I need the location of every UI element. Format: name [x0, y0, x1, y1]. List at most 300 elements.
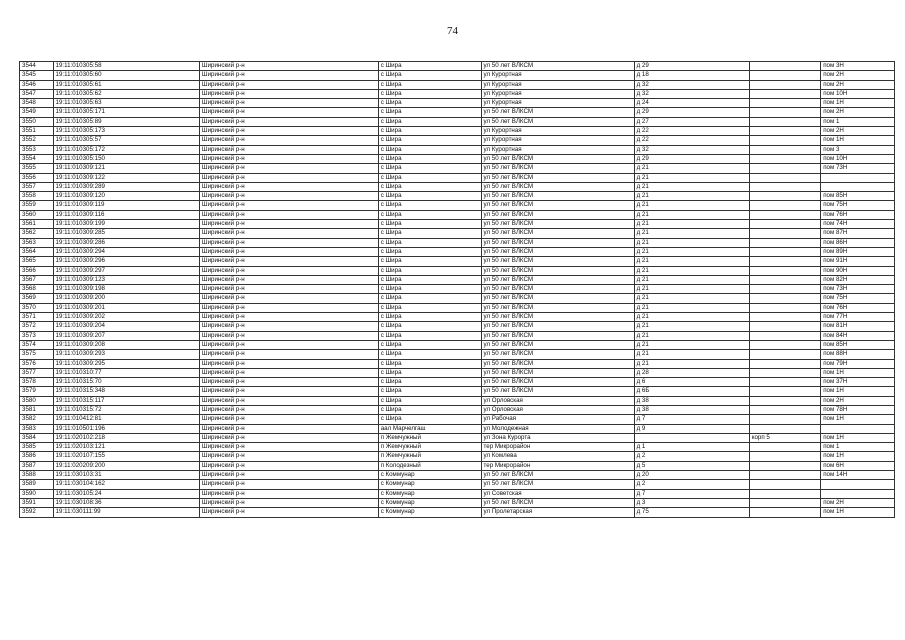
table-row [20, 71, 895, 80]
premises-cell: пом 2Н [821, 108, 895, 117]
table-row [20, 433, 895, 442]
building-block-cell [749, 303, 821, 312]
street-cell: ул 50 лет ВЛКСМ [481, 340, 634, 349]
cadastral-number-cell: 19:11:010315:348 [53, 387, 199, 396]
building-block-cell [749, 378, 821, 387]
street-cell: ул 50 лет ВЛКСМ [481, 62, 634, 71]
cadastral-number-cell: 19:11:020107:155 [53, 452, 199, 461]
table-row [20, 489, 895, 498]
row-number-cell: 3546 [20, 80, 54, 89]
building-cell: д 6Б [634, 387, 749, 396]
building-block-cell [749, 220, 821, 229]
premises-cell: пом 1 [821, 117, 895, 126]
row-number-cell: 3582 [20, 415, 54, 424]
row-number-cell: 3589 [20, 480, 54, 489]
building-block-cell [749, 182, 821, 191]
cadastral-number-cell: 19:11:010309:202 [53, 313, 199, 322]
row-number-cell: 3547 [20, 89, 54, 98]
building-block-cell [749, 229, 821, 238]
street-cell: ул Курортная [481, 71, 634, 80]
table-row [20, 471, 895, 480]
row-number-cell: 3586 [20, 452, 54, 461]
street-cell: ул 50 лет ВЛКСМ [481, 350, 634, 359]
building-cell: д 20 [634, 471, 749, 480]
building-block-cell [749, 396, 821, 405]
cadastral-number-cell: 19:11:010309:121 [53, 164, 199, 173]
table-row [20, 80, 895, 89]
district-cell: Ширинский р-н [199, 471, 378, 480]
premises-cell: пом 85Н [821, 192, 895, 201]
settlement-cell: с Коммунар [378, 508, 481, 517]
street-cell: ул 50 лет ВЛКСМ [481, 498, 634, 507]
district-cell: Ширинский р-н [199, 99, 378, 108]
building-block-cell: корп 5 [749, 433, 821, 442]
district-cell: Ширинский р-н [199, 498, 378, 507]
building-cell: д 21 [634, 285, 749, 294]
settlement-cell: с Шира [378, 127, 481, 136]
table-row [20, 294, 895, 303]
settlement-cell: с Шира [378, 80, 481, 89]
row-number-cell: 3555 [20, 164, 54, 173]
row-number-cell: 3568 [20, 285, 54, 294]
premises-cell: пом 1Н [821, 136, 895, 145]
premises-cell: пом 91Н [821, 257, 895, 266]
settlement-cell: с Шира [378, 405, 481, 414]
district-cell: Ширинский р-н [199, 117, 378, 126]
premises-cell: пом 81Н [821, 322, 895, 331]
district-cell: Ширинский р-н [199, 331, 378, 340]
building-cell: д 21 [634, 359, 749, 368]
settlement-cell: с Шира [378, 340, 481, 349]
cadastral-number-cell: 19:11:010309:201 [53, 303, 199, 312]
district-cell: Ширинский р-н [199, 443, 378, 452]
row-number-cell: 3566 [20, 266, 54, 275]
premises-cell: пом 85Н [821, 340, 895, 349]
street-cell: ул 50 лет ВЛКСМ [481, 294, 634, 303]
building-cell: д 29 [634, 108, 749, 117]
row-number-cell: 3558 [20, 192, 54, 201]
premises-cell: пом 6Н [821, 461, 895, 470]
table-row [20, 154, 895, 163]
district-cell: Ширинский р-н [199, 508, 378, 517]
building-block-cell [749, 117, 821, 126]
settlement-cell: с Коммунар [378, 480, 481, 489]
table-row [20, 480, 895, 489]
district-cell: Ширинский р-н [199, 368, 378, 377]
building-cell: д 21 [634, 275, 749, 284]
building-cell: д 7 [634, 489, 749, 498]
building-cell: д 21 [634, 229, 749, 238]
building-block-cell [749, 238, 821, 247]
premises-cell: пом 1Н [821, 387, 895, 396]
street-cell: ул Курортная [481, 136, 634, 145]
cadastral-number-cell: 19:11:010315:70 [53, 378, 199, 387]
district-cell: Ширинский р-н [199, 127, 378, 136]
premises-cell: пом 1Н [821, 452, 895, 461]
premises-cell: пом 84Н [821, 331, 895, 340]
street-cell: ул Курортная [481, 99, 634, 108]
premises-cell: пом 86Н [821, 238, 895, 247]
building-block-cell [749, 443, 821, 452]
building-cell: д 21 [634, 210, 749, 219]
settlement-cell: с Шира [378, 210, 481, 219]
row-number-cell: 3554 [20, 154, 54, 163]
cadastral-number-cell: 19:11:010305:57 [53, 136, 199, 145]
building-cell: д 21 [634, 220, 749, 229]
row-number-cell: 3571 [20, 313, 54, 322]
building-block-cell [749, 247, 821, 256]
district-cell: Ширинский р-н [199, 378, 378, 387]
building-block-cell [749, 350, 821, 359]
street-cell: ул 50 лет ВЛКСМ [481, 368, 634, 377]
building-block-cell [749, 80, 821, 89]
table-row [20, 387, 895, 396]
street-cell: ул 50 лет ВЛКСМ [481, 471, 634, 480]
district-cell: Ширинский р-н [199, 210, 378, 219]
street-cell: ул 50 лет ВЛКСМ [481, 238, 634, 247]
settlement-cell: с Шира [378, 247, 481, 256]
settlement-cell: с Шира [378, 99, 481, 108]
district-cell: Ширинский р-н [199, 303, 378, 312]
building-cell: д 21 [634, 164, 749, 173]
street-cell: ул 50 лет ВЛКСМ [481, 164, 634, 173]
building-cell: д 7 [634, 415, 749, 424]
settlement-cell: с Шира [378, 322, 481, 331]
building-block-cell [749, 498, 821, 507]
district-cell: Ширинский р-н [199, 192, 378, 201]
district-cell: Ширинский р-н [199, 145, 378, 154]
street-cell: ул Орловская [481, 396, 634, 405]
cadastral-number-cell: 19:11:010309:200 [53, 294, 199, 303]
premises-cell: пом 1 [821, 443, 895, 452]
row-number-cell: 3557 [20, 182, 54, 191]
building-cell: д 32 [634, 80, 749, 89]
building-block-cell [749, 285, 821, 294]
premises-cell: пом 88Н [821, 350, 895, 359]
street-cell: ул Курортная [481, 127, 634, 136]
row-number-cell: 3570 [20, 303, 54, 312]
table-row [20, 247, 895, 256]
table-row [20, 266, 895, 275]
settlement-cell: с Шира [378, 359, 481, 368]
cadastral-number-cell: 19:11:010305:173 [53, 127, 199, 136]
street-cell: ул 50 лет ВЛКСМ [481, 378, 634, 387]
building-block-cell [749, 508, 821, 517]
district-cell: Ширинский р-н [199, 266, 378, 275]
building-block-cell [749, 313, 821, 322]
street-cell: ул 50 лет ВЛКСМ [481, 331, 634, 340]
district-cell: Ширинский р-н [199, 285, 378, 294]
cadastral-number-cell: 19:11:010309:296 [53, 257, 199, 266]
premises-cell: пом 1Н [821, 368, 895, 377]
building-cell: д 32 [634, 89, 749, 98]
row-number-cell: 3572 [20, 322, 54, 331]
street-cell: ул 50 лет ВЛКСМ [481, 480, 634, 489]
settlement-cell: с Шира [378, 350, 481, 359]
building-block-cell [749, 154, 821, 163]
building-cell: д 21 [634, 201, 749, 210]
building-block-cell [749, 99, 821, 108]
street-cell: ул 50 лет ВЛКСМ [481, 210, 634, 219]
building-block-cell [749, 340, 821, 349]
building-cell: д 29 [634, 62, 749, 71]
cadastral-number-cell: 19:11:030103:31 [53, 471, 199, 480]
premises-cell: пом 87Н [821, 229, 895, 238]
table-row [20, 136, 895, 145]
row-number-cell: 3584 [20, 433, 54, 442]
street-cell: ул 50 лет ВЛКСМ [481, 303, 634, 312]
settlement-cell: с Шира [378, 257, 481, 266]
district-cell: Ширинский р-н [199, 136, 378, 145]
row-number-cell: 3592 [20, 508, 54, 517]
settlement-cell: с Шира [378, 387, 481, 396]
settlement-cell: с Шира [378, 303, 481, 312]
cadastral-number-cell: 19:11:010309:116 [53, 210, 199, 219]
table-row [20, 275, 895, 284]
district-cell: Ширинский р-н [199, 154, 378, 163]
cadastral-number-cell: 19:11:010310:77 [53, 368, 199, 377]
table-row [20, 378, 895, 387]
street-cell: ул Молодежная [481, 424, 634, 433]
district-cell: Ширинский р-н [199, 405, 378, 414]
premises-cell: пом 76Н [821, 303, 895, 312]
building-cell [634, 433, 749, 442]
street-cell: ул Рабочая [481, 415, 634, 424]
cadastral-number-cell: 19:11:010501:196 [53, 424, 199, 433]
cadastral-number-cell: 19:11:010309:120 [53, 192, 199, 201]
building-cell: д 5 [634, 461, 749, 470]
table-row [20, 443, 895, 452]
row-number-cell: 3575 [20, 350, 54, 359]
table-row [20, 257, 895, 266]
street-cell: ул 50 лет ВЛКСМ [481, 229, 634, 238]
settlement-cell: с Шира [378, 378, 481, 387]
premises-cell: пом 2Н [821, 396, 895, 405]
street-cell: ул Орловская [481, 405, 634, 414]
table-row [20, 322, 895, 331]
district-cell: Ширинский р-н [199, 220, 378, 229]
building-block-cell [749, 210, 821, 219]
cadastral-number-cell: 19:11:010305:171 [53, 108, 199, 117]
building-cell: д 32 [634, 145, 749, 154]
table-row [20, 368, 895, 377]
district-cell: Ширинский р-н [199, 396, 378, 405]
settlement-cell: аал Марчелгаш [378, 424, 481, 433]
cadastral-number-cell: 19:11:010309:199 [53, 220, 199, 229]
premises-cell: пом 3 [821, 145, 895, 154]
premises-cell: пом 77Н [821, 313, 895, 322]
settlement-cell: с Шира [378, 201, 481, 210]
table-row [20, 415, 895, 424]
building-block-cell [749, 452, 821, 461]
row-number-cell: 3548 [20, 99, 54, 108]
premises-cell: пом 2Н [821, 80, 895, 89]
cadastral-number-cell: 19:11:030104:162 [53, 480, 199, 489]
street-cell: ул 50 лет ВЛКСМ [481, 201, 634, 210]
building-block-cell [749, 359, 821, 368]
cadastral-number-cell: 19:11:030111:99 [53, 508, 199, 517]
building-cell: д 21 [634, 303, 749, 312]
table-row [20, 340, 895, 349]
district-cell: Ширинский р-н [199, 89, 378, 98]
district-cell: Ширинский р-н [199, 340, 378, 349]
row-number-cell: 3561 [20, 220, 54, 229]
street-cell: ул 50 лет ВЛКСМ [481, 173, 634, 182]
settlement-cell: с Коммунар [378, 498, 481, 507]
district-cell: Ширинский р-н [199, 238, 378, 247]
table-row [20, 350, 895, 359]
district-cell: Ширинский р-н [199, 387, 378, 396]
settlement-cell: с Коммунар [378, 471, 481, 480]
settlement-cell: с Шира [378, 192, 481, 201]
table-row [20, 192, 895, 201]
building-cell: д 21 [634, 313, 749, 322]
settlement-cell: с Шира [378, 182, 481, 191]
row-number-cell: 3550 [20, 117, 54, 126]
premises-cell: пом 3Н [821, 62, 895, 71]
building-cell: д 18 [634, 71, 749, 80]
row-number-cell: 3578 [20, 378, 54, 387]
table-row [20, 210, 895, 219]
building-block-cell [749, 461, 821, 470]
building-block-cell [749, 89, 821, 98]
building-block-cell [749, 368, 821, 377]
building-cell: д 1 [634, 443, 749, 452]
cadastral-number-cell: 19:11:010309:293 [53, 350, 199, 359]
settlement-cell: с Шира [378, 331, 481, 340]
settlement-cell: п Колодезный [378, 461, 481, 470]
cadastral-number-cell: 19:11:010309:198 [53, 285, 199, 294]
row-number-cell: 3585 [20, 443, 54, 452]
table-row [20, 229, 895, 238]
table-row [20, 303, 895, 312]
cadastral-number-cell: 19:11:010309:207 [53, 331, 199, 340]
building-cell: д 38 [634, 405, 749, 414]
register-table [19, 61, 895, 518]
table-row [20, 108, 895, 117]
street-cell: ул 50 лет ВЛКСМ [481, 247, 634, 256]
building-cell: д 21 [634, 331, 749, 340]
settlement-cell: с Коммунар [378, 489, 481, 498]
district-cell: Ширинский р-н [199, 489, 378, 498]
settlement-cell: с Шира [378, 108, 481, 117]
cadastral-number-cell: 19:11:010309:123 [53, 275, 199, 284]
settlement-cell: п Жемчужный [378, 443, 481, 452]
cadastral-number-cell: 19:11:010412:81 [53, 415, 199, 424]
district-cell: Ширинский р-н [199, 71, 378, 80]
building-cell: д 27 [634, 117, 749, 126]
premises-cell: пом 1Н [821, 433, 895, 442]
premises-cell: пом 75Н [821, 201, 895, 210]
building-block-cell [749, 489, 821, 498]
building-block-cell [749, 71, 821, 80]
building-cell: д 22 [634, 127, 749, 136]
street-cell: ул 50 лет ВЛКСМ [481, 192, 634, 201]
table-row [20, 452, 895, 461]
cadastral-number-cell: 19:11:010309:294 [53, 247, 199, 256]
building-block-cell [749, 275, 821, 284]
street-cell: ул 50 лет ВЛКСМ [481, 359, 634, 368]
building-cell: д 21 [634, 294, 749, 303]
settlement-cell: с Шира [378, 396, 481, 405]
table-row [20, 173, 895, 182]
row-number-cell: 3583 [20, 424, 54, 433]
building-cell: д 3 [634, 498, 749, 507]
premises-cell [821, 424, 895, 433]
building-cell: д 22 [634, 136, 749, 145]
premises-cell: пом 89Н [821, 247, 895, 256]
cadastral-number-cell: 19:11:010309:286 [53, 238, 199, 247]
row-number-cell: 3545 [20, 71, 54, 80]
cadastral-number-cell: 19:11:020209:200 [53, 461, 199, 470]
street-cell: ул Комлева [481, 452, 634, 461]
cadastral-number-cell: 19:11:020102:218 [53, 433, 199, 442]
table-row [20, 331, 895, 340]
street-cell: ул 50 лет ВЛКСМ [481, 387, 634, 396]
settlement-cell: с Шира [378, 117, 481, 126]
district-cell: Ширинский р-н [199, 275, 378, 284]
building-cell: д 2 [634, 480, 749, 489]
table-row [20, 89, 895, 98]
premises-cell: пом 1Н [821, 415, 895, 424]
table-row [20, 99, 895, 108]
street-cell: ул 50 лет ВЛКСМ [481, 220, 634, 229]
row-number-cell: 3562 [20, 229, 54, 238]
cadastral-number-cell: 19:11:010309:297 [53, 266, 199, 275]
street-cell: ул Курортная [481, 145, 634, 154]
settlement-cell: с Шира [378, 220, 481, 229]
premises-cell [821, 182, 895, 191]
building-block-cell [749, 145, 821, 154]
premises-cell: пом 78Н [821, 405, 895, 414]
cadastral-number-cell: 19:11:030105:24 [53, 489, 199, 498]
premises-cell: пом 2Н [821, 71, 895, 80]
building-cell: д 9 [634, 424, 749, 433]
cadastral-number-cell: 19:11:010315:72 [53, 405, 199, 414]
settlement-cell: с Шира [378, 173, 481, 182]
premises-cell: пом 2Н [821, 498, 895, 507]
street-cell: ул Курортная [481, 89, 634, 98]
street-cell: ул 50 лет ВЛКСМ [481, 117, 634, 126]
building-block-cell [749, 331, 821, 340]
table-row [20, 220, 895, 229]
settlement-cell: с Шира [378, 415, 481, 424]
page-number: 74 [447, 25, 458, 37]
settlement-cell: с Шира [378, 294, 481, 303]
table-row [20, 461, 895, 470]
table-row [20, 127, 895, 136]
row-number-cell: 3573 [20, 331, 54, 340]
premises-cell: пом 10Н [821, 154, 895, 163]
district-cell: Ширинский р-н [199, 359, 378, 368]
street-cell: ул 50 лет ВЛКСМ [481, 108, 634, 117]
table-row [20, 182, 895, 191]
building-cell: д 21 [634, 340, 749, 349]
premises-cell: пом 74Н [821, 220, 895, 229]
settlement-cell: с Шира [378, 266, 481, 275]
cadastral-number-cell: 19:11:010305:63 [53, 99, 199, 108]
row-number-cell: 3569 [20, 294, 54, 303]
row-number-cell: 3553 [20, 145, 54, 154]
cadastral-number-cell: 19:11:010305:89 [53, 117, 199, 126]
district-cell: Ширинский р-н [199, 247, 378, 256]
building-block-cell [749, 424, 821, 433]
table-row [20, 313, 895, 322]
street-cell: тер Микрорайон [481, 461, 634, 470]
premises-cell: пом 90Н [821, 266, 895, 275]
building-cell: д 29 [634, 154, 749, 163]
settlement-cell: с Шира [378, 368, 481, 377]
